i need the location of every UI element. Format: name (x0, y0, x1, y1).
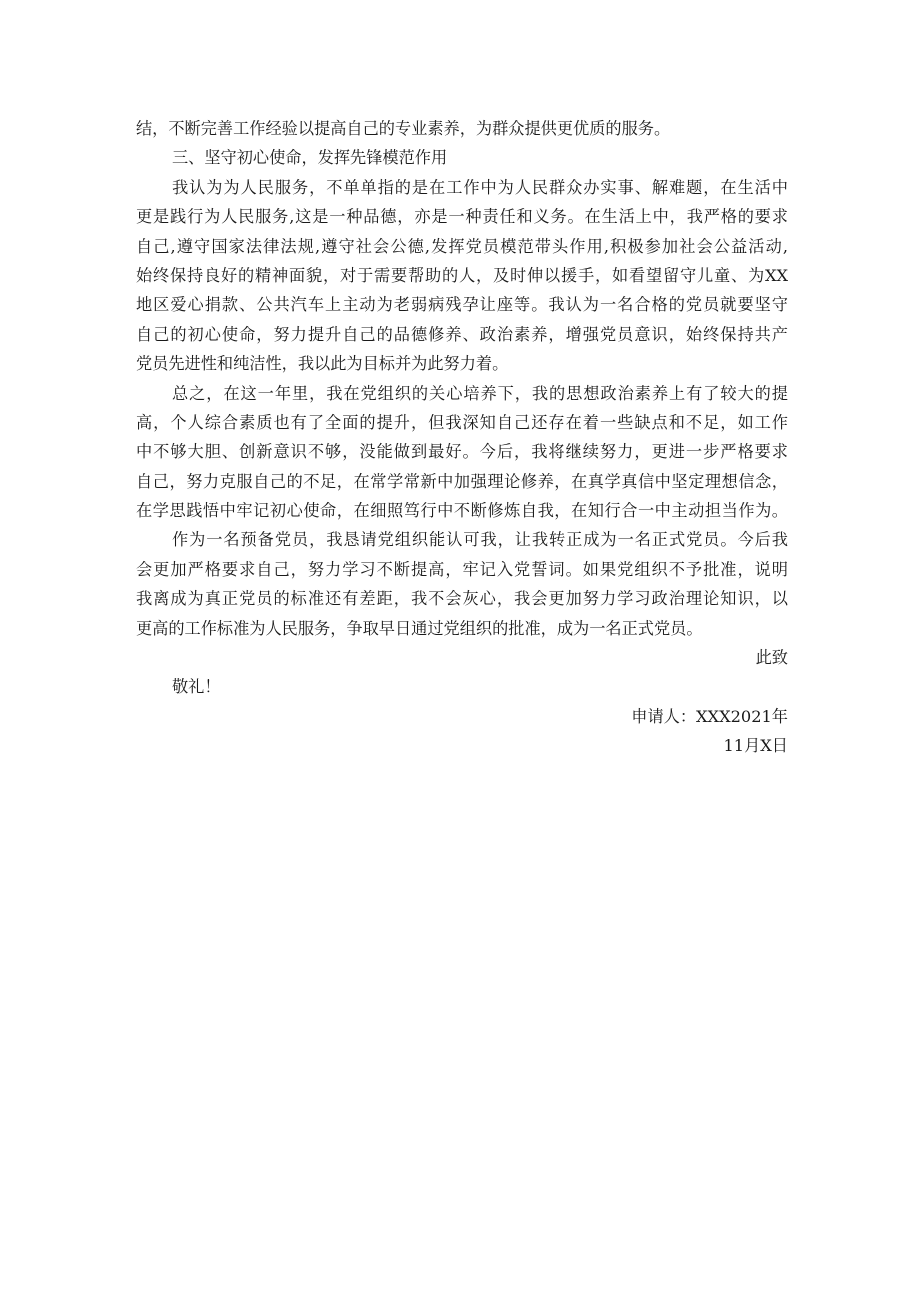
paragraph-request-line: 我离成为真正党员的标准还有差距，我不会灰心，我会更加努力学习政治理论知识，以 (136, 589, 788, 609)
paragraph-service-line: 我认为为人民服务，不单单指的是在工作中为人民群众办实事、解难题，在生活中 (172, 177, 788, 197)
paragraph-summary-line: 高，个人综合素质也有了全面的提升，但我深知自己还存在着一些缺点和不足，如工作 (136, 412, 788, 432)
paragraph-service-line: 党员先进性和纯洁性，我以此为目标并为此努力着。 (136, 354, 509, 374)
paragraph-summary-line: 在学思践悟中牢记初心使命，在细照笃行中不断修炼自我，在知行合一中主动担当作为。 (136, 501, 788, 521)
paragraph-service-line: 自己,遵守国家法律法规,遵守社会公德,发挥党员模范带头作用,积极参加社会公益活动, (136, 236, 788, 256)
date-line: 11月X日 (723, 736, 788, 756)
paragraph-request-line: 会更加严格要求自己，努力学习不断提高，牢记入党誓词。如果党组织不予批准，说明 (136, 559, 788, 579)
document-page (136, 114, 788, 761)
paragraph-summary-line: 中不够大胆、创新意识不够，没能做到最好。今后，我将继续努力，更进一步严格要求 (136, 442, 788, 462)
paragraph-summary-line: 自己，努力克服自己的不足，在常学常新中加强理论修养，在真学真信中坚定理想信念， (136, 471, 788, 491)
section-heading: 三、坚守初心使命，发挥先锋模范作用 (172, 148, 448, 168)
paragraph-summary-line: 总之，在这一年里，我在党组织的关心培养下，我的思想政治素养上有了较大的提 (172, 383, 788, 403)
paragraph-service-line: 自己的初心使命，努力提升自己的品德修养、政治素养，增强党员意识，始终保持共产 (136, 324, 788, 344)
closing-text: 此致 (755, 648, 788, 668)
salutation-text: 敬礼！ (172, 677, 221, 697)
paragraph-service-line: 更是践行为人民服务,这是一种品德，亦是一种责任和义务。在生活上中，我严格的要求 (136, 207, 788, 227)
paragraph-continued-line: 结，不断完善工作经验以提高自己的专业素养，为群众提供更优质的服务。 (136, 119, 671, 138)
paragraph-request-line: 作为一名预备党员，我恳请党组织能认可我，让我转正成为一名正式党员。今后我 (172, 530, 788, 550)
signature-line: 申请人：XXX2021年 (631, 706, 788, 726)
paragraph-service-line: 始终保持良好的精神面貌，对于需要帮助的人，及时伸以援手，如看望留守儿童、为XX (136, 265, 788, 285)
paragraph-request-line: 更高的工作标准为人民服务，争取早日通过党组织的批准，成为一名正式党员。 (136, 618, 703, 638)
paragraph-service-line: 地区爱心捐款、公共汽车上主动为老弱病残孕让座等。我认为一名合格的党员就要坚守 (136, 295, 788, 315)
